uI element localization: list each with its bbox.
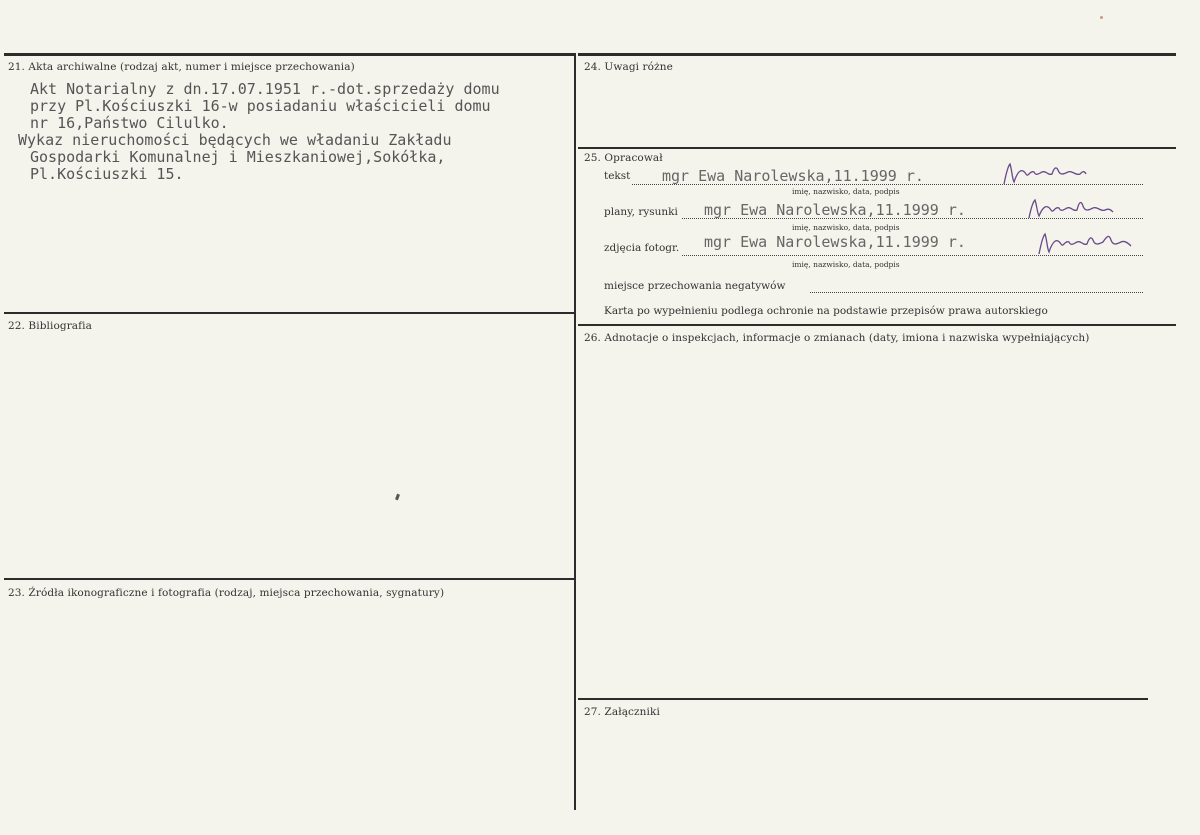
rule-23 [4, 578, 574, 580]
copyright-note: Karta po wypełnieniu podlega ochronie na podstawie przepisów prawa autorskiego [604, 305, 1048, 317]
section-26-label: 26. Adnotacje o inspekcjach, informacje o zmianach (daty, imiona i nazwiska wypełniających) [584, 332, 1090, 344]
rule-26 [578, 324, 1176, 326]
paper-speck [395, 494, 400, 501]
plany-value: mgr Ewa Narolewska,11.1999 r. [704, 201, 966, 219]
section-22-label: 22. Bibliografia [8, 320, 92, 332]
signature-plany-icon [1025, 196, 1115, 224]
negatywy-line [810, 292, 1143, 293]
signature-tekst-icon [1000, 160, 1090, 190]
tekst-label: tekst [604, 170, 631, 182]
section-21-line-2: przy Pl.Kościuszki 16-w posiadaniu właścicieli domu [30, 97, 491, 115]
section-21-line-5: Gospodarki Komunalnej i Mieszkaniowej,Sokółka, [30, 148, 446, 166]
tekst-value: mgr Ewa Narolewska,11.1999 r. [662, 167, 924, 185]
rule-22 [4, 312, 574, 314]
signature-zdjecia-icon [1035, 230, 1135, 260]
section-25-label: 25. Opracował [584, 152, 663, 164]
section-24-label: 24. Uwagi różne [584, 61, 673, 73]
section-21-label: 21. Akta archiwalne (rodzaj akt, numer i miejsce przechowania) [8, 61, 355, 73]
plany-label: plany, rysunki [604, 206, 678, 218]
section-23-label: 23. Źródła ikonograficzne i fotografia (rodzaj, miejsca przechowania, sygnatury) [8, 587, 445, 599]
top-rule-right [578, 53, 1176, 56]
zdjecia-caption: imię, nazwisko, data, podpis [792, 260, 900, 269]
zdjecia-label: zdjęcia fotogr. [604, 242, 680, 254]
section-27-label: 27. Załączniki [584, 706, 660, 718]
plany-caption: imię, nazwisko, data, podpis [792, 223, 900, 232]
rule-27 [578, 698, 1148, 700]
tekst-caption: imię, nazwisko, data, podpis [792, 187, 900, 196]
section-21-line-4: Wykaz nieruchomości będących we władaniu Zakładu [18, 131, 452, 149]
top-rule-left [4, 53, 574, 56]
column-divider [574, 53, 576, 810]
section-21-line-1: Akt Notarialny z dn.17.07.1951 r.-dot.sprzedaży domu [30, 80, 500, 98]
zdjecia-value: mgr Ewa Narolewska,11.1999 r. [704, 233, 966, 251]
section-21-line-3: nr 16,Państwo Cilulko. [30, 114, 229, 132]
paper-speck-2 [1100, 16, 1103, 19]
rule-25 [578, 147, 1176, 149]
negatywy-label: miejsce przechowania negatywów [604, 280, 786, 292]
section-21-line-6: Pl.Kościuszki 15. [30, 165, 184, 183]
